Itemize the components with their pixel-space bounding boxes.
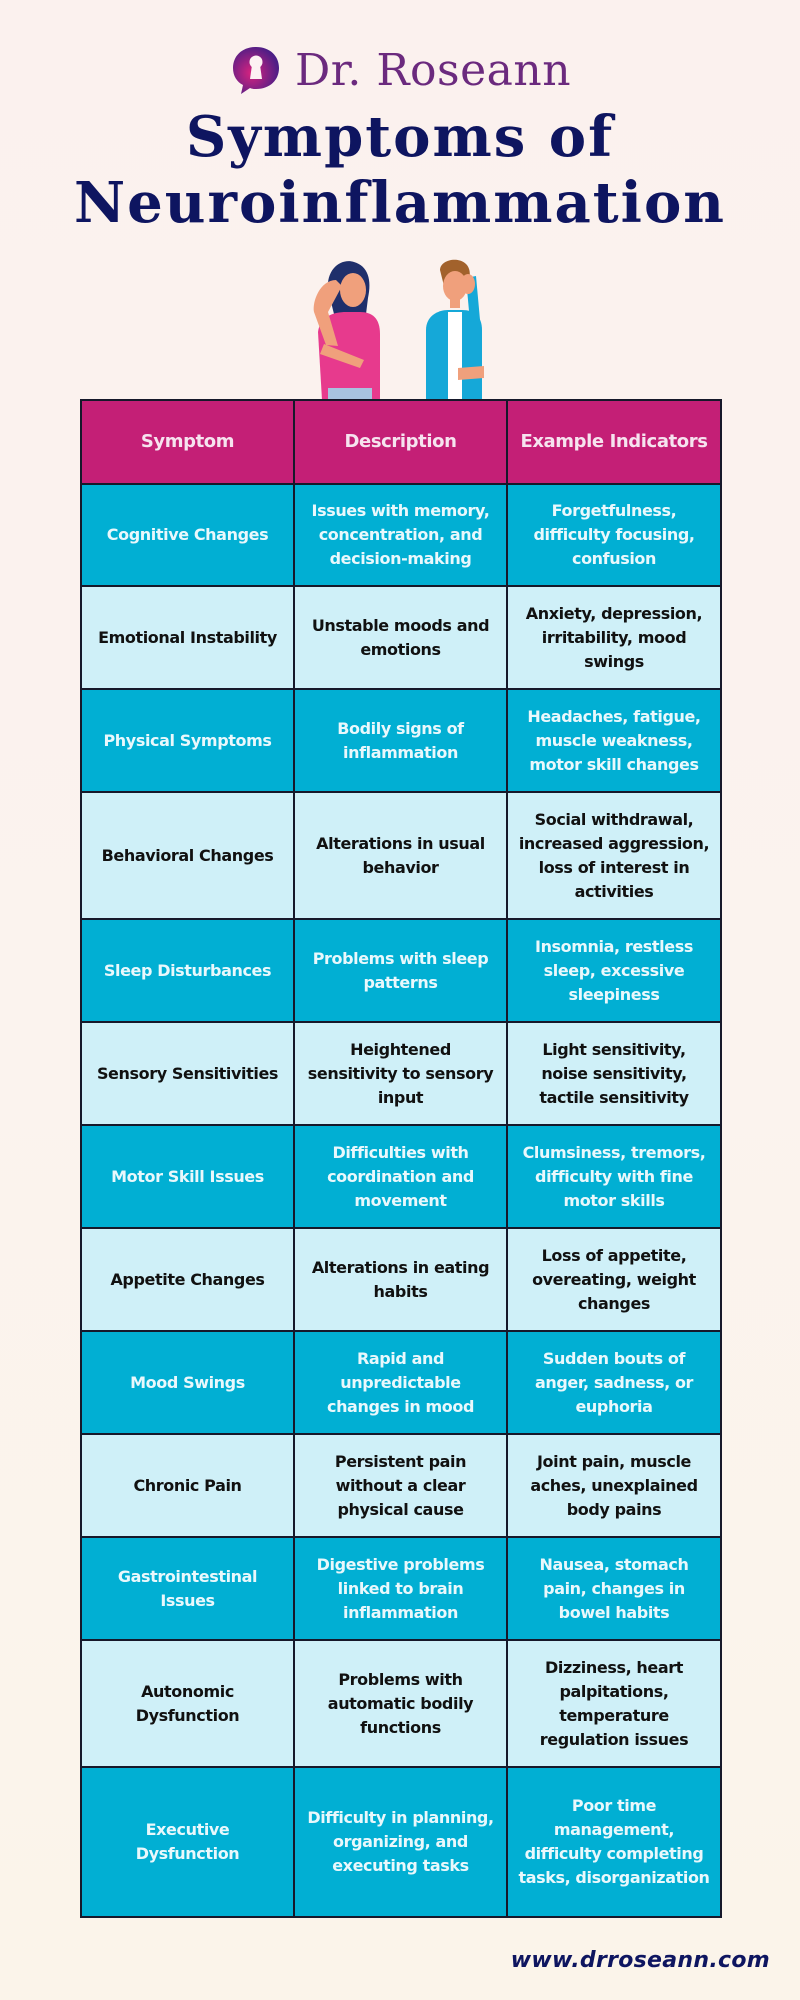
table-row [81,919,721,1022]
cell-example-indicators: Forgetfulness, difficulty focusing, confusion [507,484,721,586]
cell-description: Digestive problems linked to brain inflammation [294,1537,507,1640]
cell-example-indicators: Insomnia, restless sleep, excessive sleepiness [507,919,721,1022]
cell-example-indicators: Social withdrawal, increased aggression, loss of interest in activities [507,792,721,919]
table-row [81,1537,721,1640]
cell-description: Persistent pain without a clear physical cause [294,1434,507,1537]
table-row [81,1125,721,1228]
table-row [81,689,721,792]
table-row [81,484,721,586]
website-url[interactable]: www.drroseann.com [510,1948,770,1973]
keyhole-speech-bubble-icon [229,43,283,97]
cell-example-indicators: Sudden bouts of anger, sadness, or euphoria [507,1331,721,1434]
cell-description: Difficulties with coordination and movement [294,1125,507,1228]
table-row [81,586,721,689]
distressed-people-illustration [298,250,498,400]
table-header-row [81,400,721,484]
brand-logo [0,40,800,100]
cell-description: Rapid and unpredictable changes in mood [294,1331,507,1434]
cell-symptom: Behavioral Changes [81,792,294,919]
cell-symptom: Motor Skill Issues [81,1125,294,1228]
cell-symptom: Sensory Sensitivities [81,1022,294,1125]
cell-symptom: Gastrointestinal Issues [81,1537,294,1640]
table-row [81,1640,721,1767]
table-row [81,792,721,919]
cell-symptom: Executive Dysfunction [81,1767,294,1917]
table-row [81,1331,721,1434]
table-row [81,1022,721,1125]
page-title [0,104,800,236]
cell-symptom: Mood Swings [81,1331,294,1434]
cell-example-indicators: Headaches, fatigue, muscle weakness, motor skill changes [507,689,721,792]
table-row [81,1228,721,1331]
cell-symptom: Chronic Pain [81,1434,294,1537]
cell-description: Problems with automatic bodily functions [294,1640,507,1767]
cell-example-indicators: Anxiety, depression, irritability, mood swings [507,586,721,689]
symptoms-table [80,399,722,1918]
title-line-2: Neuroinflammation [73,170,727,236]
cell-description: Alterations in eating habits [294,1228,507,1331]
cell-description: Unstable moods and emotions [294,586,507,689]
table-row [81,1767,721,1917]
cell-description: Alterations in usual behavior [294,792,507,919]
cell-example-indicators: Joint pain, muscle aches, unexplained body pains [507,1434,721,1537]
cell-symptom: Cognitive Changes [81,484,294,586]
cell-description: Heightened sensitivity to sensory input [294,1022,507,1125]
cell-example-indicators: Nausea, stomach pain, changes in bowel habits [507,1537,721,1640]
cell-description: Problems with sleep patterns [294,919,507,1022]
brand-name: Dr. Roseann [294,44,572,96]
cell-example-indicators: Loss of appetite, overeating, weight changes [507,1228,721,1331]
cell-description: Issues with memory, concentration, and decision-making [294,484,507,586]
cell-example-indicators: Dizziness, heart palpitations, temperature regulation issues [507,1640,721,1767]
cell-symptom: Emotional Instability [81,586,294,689]
header-description: Description [294,400,507,484]
cell-description: Difficulty in planning, organizing, and executing tasks [294,1767,507,1917]
cell-example-indicators: Light sensitivity, noise sensitivity, tactile sensitivity [507,1022,721,1125]
cell-example-indicators: Poor time management, difficulty completing tasks, disorganization [507,1767,721,1917]
header-symptom: Symptom [81,400,294,484]
cell-example-indicators: Clumsiness, tremors, difficulty with fine motor skills [507,1125,721,1228]
cell-symptom: Sleep Disturbances [81,919,294,1022]
cell-symptom: Autonomic Dysfunction [81,1640,294,1767]
table-row [81,1434,721,1537]
cell-description: Bodily signs of inflammation [294,689,507,792]
cell-symptom: Physical Symptoms [81,689,294,792]
title-line-1: Symptoms of [185,104,615,170]
header-example-indicators: Example Indicators [507,400,721,484]
cell-symptom: Appetite Changes [81,1228,294,1331]
